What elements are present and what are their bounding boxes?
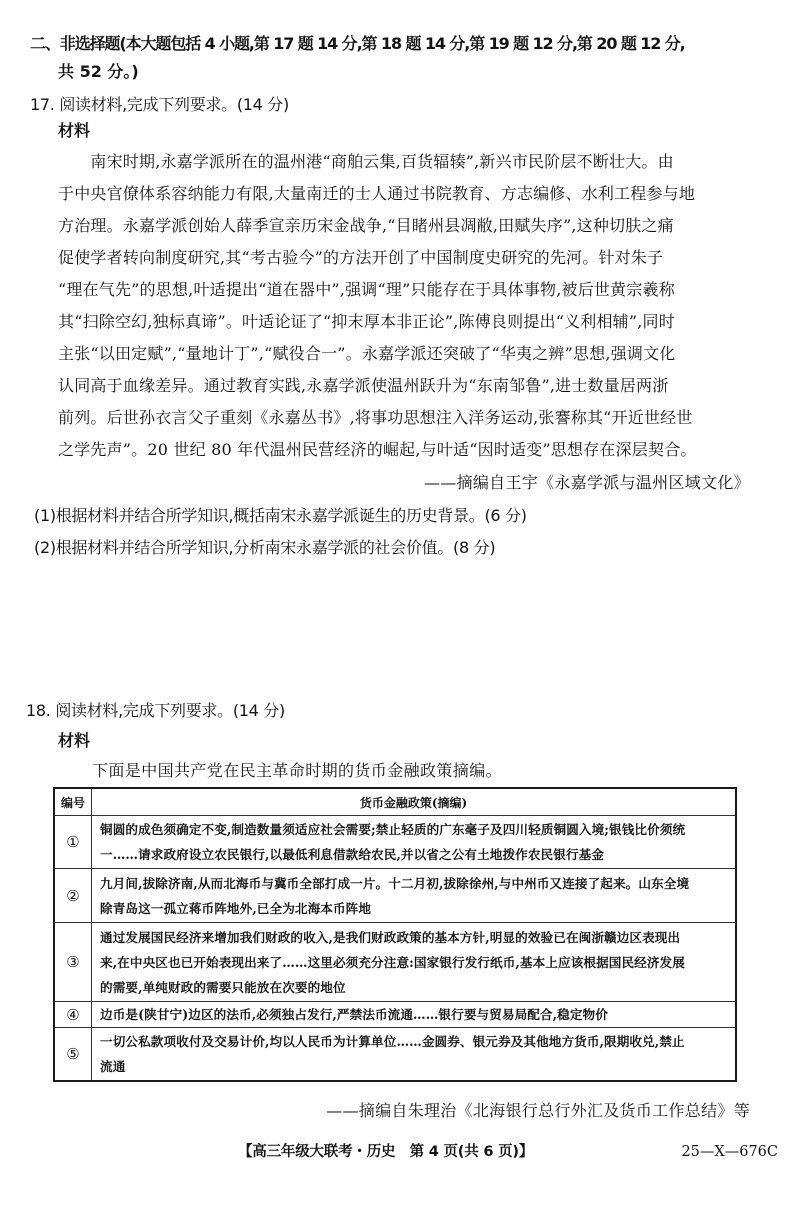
row-line: 铜圆的成色须确定不变,制造数量须适应社会需要;禁止轻质的广东毫子及四川轻质铜圆入境;银钱比价须统 — [100, 822, 686, 837]
row-text — [92, 923, 737, 1002]
page-footer-info: 【高三年级大联考・历史 第 4 页(共 6 页)】 — [238, 1144, 534, 1160]
row-line: 一切公私款项收付及交易计价,均以人民币为计算单位……金圆券、银元券及其他地方货币,限期收兑,禁止 — [100, 1033, 685, 1049]
row-number: ② — [54, 869, 92, 923]
row-number: ④ — [54, 1002, 92, 1028]
paragraph-line: 于中央官僚体系容纳能力有限,大量南迁的士人通过书院教育、方志编修、水利工程参与地 — [58, 184, 696, 203]
row-line: 九月间,拔除济南,从而北海币与冀币全部打成一片。十二月初,拔除徐州,与中州币又连接了起来。山东全境 — [100, 875, 690, 891]
row-text — [92, 1002, 737, 1028]
row-text — [92, 869, 737, 923]
paragraph-line: “理在气先”的思想,叶适提出“道在器中”,强调“理”只能存在于具体事物,被后世黄宗羲称 — [58, 280, 675, 299]
row-number: ③ — [54, 923, 92, 1002]
page-footer-code: 25—X—676C — [681, 1144, 778, 1160]
table-header-row — [54, 788, 736, 816]
q18-intro: 下面是中国共产党在民主革命时期的货币金融政策摘编。 — [92, 761, 503, 780]
row-line: 的需要,单纯财政的需要只能放在次要的地位 — [100, 979, 346, 995]
header-number: 编号 — [54, 788, 92, 816]
row-line: 边币是(陕甘宁)边区的法币,必须独占发行,严禁法币流通……银行要与贸易局配合,稳定物价 — [100, 1007, 608, 1022]
q17-question-1: (1)根据材料并结合所学知识,概括南宋永嘉学派诞生的历史背景。(6 分) — [34, 506, 527, 525]
row-line: 通过发展国民经济来增加我们财政的收入,是我们财政政策的基本方针,明显的效验已在闽浙赣边区表现出 — [100, 929, 681, 945]
row-line: 来,在中央区也已开始表现出来了……这里必须充分注意:国家银行发行纸币,基本上应该根据国民经济发展 — [100, 954, 685, 970]
q17-source: ——摘编自王宇《永嘉学派与温州区域文化》 — [423, 473, 750, 492]
row-number: ⑤ — [54, 1028, 92, 1081]
table-row — [54, 816, 736, 869]
paragraph-line: 前列。后世孙衣言父子重刻《永嘉丛书》,将事功思想注入洋务运动,张謇称其“开近世经世 — [58, 408, 693, 427]
row-line: 流通 — [100, 1058, 126, 1074]
q17-material-label: 材料 — [58, 121, 91, 140]
section-heading — [30, 30, 790, 86]
q17-question-2: (2)根据材料并结合所学知识,分析南宋永嘉学派的社会价值。(8 分) — [34, 538, 496, 557]
row-text — [92, 816, 737, 869]
q17-title: 17. 阅读材料,完成下列要求。(14 分) — [30, 95, 289, 114]
section-title-cont: 共 52 分。) — [58, 62, 139, 81]
paragraph-line: 主张“以田定赋”,“量地计丁”,“赋役合一”。永嘉学派还突破了“华夷之辨”思想,强调文化 — [58, 344, 676, 363]
q18-source: ——摘编自朱理治《北海银行总行外汇及货币工作总结》等 — [326, 1101, 750, 1120]
paragraph-line: 促使学者转向制度研究,其“考古验今”的方法开创了中国制度史研究的先河。针对朱子 — [58, 248, 664, 267]
section-title: 二、非选择题(本大题包括 4 小题,第 17 题 14 分,第 18 题 14 分,第 19 题 12 分,第 20 题 12 分, — [30, 34, 685, 53]
paragraph-line: 方治理。永嘉学派创始人薛季宣亲历宋金战争,“目睹州县凋敝,田赋失序”,这种切肤之痛 — [58, 216, 674, 235]
paragraph-line: 认同高于血缘差异。通过教育实践,永嘉学派使温州跃升为“东南邹鲁”,进士数量居两浙 — [58, 376, 669, 395]
q18-title: 18. 阅读材料,完成下列要求。(14 分) — [26, 701, 285, 720]
header-policy: 货币金融政策(摘编) — [92, 788, 737, 816]
page-footer — [238, 1140, 778, 1161]
row-line: 一……请求政府设立农民银行,以最低利息借款给农民,并以省之公有土地拨作农民银行基金 — [100, 847, 605, 862]
table-row — [54, 1002, 736, 1028]
paragraph-line: 之学先声”。20 世纪 80 年代温州民营经济的崛起,与叶适“因时适变”思想存在深层契合。 — [58, 440, 697, 459]
table-row — [54, 1028, 736, 1081]
policy-table — [53, 787, 737, 1082]
q18-material-label: 材料 — [58, 731, 91, 750]
q17-material-paragraph — [58, 146, 752, 466]
row-number: ① — [54, 816, 92, 869]
paragraph-line: 南宋时期,永嘉学派所在的温州港“商舶云集,百货辐辏”,新兴市民阶层不断壮大。由 — [58, 152, 674, 171]
table-row — [54, 923, 736, 1002]
table-row — [54, 869, 736, 923]
row-line: 除青岛这一孤立蒋币阵地外,已全为北海本币阵地 — [100, 900, 372, 916]
paragraph-line: 其“扫除空幻,独标真谛”。叶适论证了“抑末厚本非正论”,陈傅良则提出“义利相辅”,同时 — [58, 312, 675, 331]
row-text — [92, 1028, 737, 1081]
